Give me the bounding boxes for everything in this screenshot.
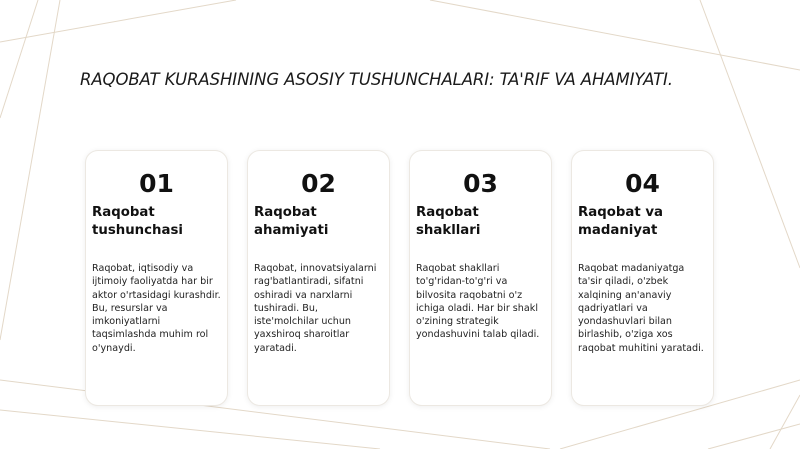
card-description: Raqobat, innovatsiyalarni rag'batlantiradi, sifatni oshiradi va narxlarni tushiradi. Bu, iste'molchilar uchun yaxshiroq sharoitlar yaratadi. bbox=[254, 263, 377, 354]
card-3 bbox=[409, 150, 552, 406]
card-4 bbox=[571, 150, 714, 406]
card-heading: Raqobat va madaniyat bbox=[578, 205, 663, 238]
card-number: 03 bbox=[463, 169, 498, 198]
card-number: 01 bbox=[139, 169, 174, 198]
card-heading: Raqobat ahamiyati bbox=[254, 205, 329, 238]
card-description: Raqobat madaniyatga ta'sir qiladi, o'zbek xalqining an'anaviy qadriyatlari va yondashuvlari bilan birlashib, o'ziga xos raqobat muhitini yaratadi. bbox=[578, 263, 704, 354]
card-description: Raqobat shakllari to'g'ridan-to'g'ri va bilvosita raqobatni o'z ichiga oladi. Har bir shakl o'zining strategik yondashuvini talab qiladi. bbox=[416, 263, 540, 341]
card-heading: Raqobat tushunchasi bbox=[92, 205, 183, 238]
card-heading: Raqobat shakllari bbox=[416, 205, 481, 238]
card-2 bbox=[247, 150, 390, 406]
card-number: 02 bbox=[301, 169, 336, 198]
card-1 bbox=[85, 150, 228, 406]
page-title: RAQOBAT KURASHINING ASOSIY TUSHUNCHALARI: TA'RIF VA AHAMIYATI. bbox=[80, 70, 673, 89]
card-description: Raqobat, iqtisodiy va ijtimoiy faoliyatda har bir aktor o'rtasidagi kurashdir. Bu, resurslar va imkoniyatlarni taqsimlashda muhim rol o'ynaydi. bbox=[92, 263, 221, 354]
card-number: 04 bbox=[625, 169, 660, 198]
